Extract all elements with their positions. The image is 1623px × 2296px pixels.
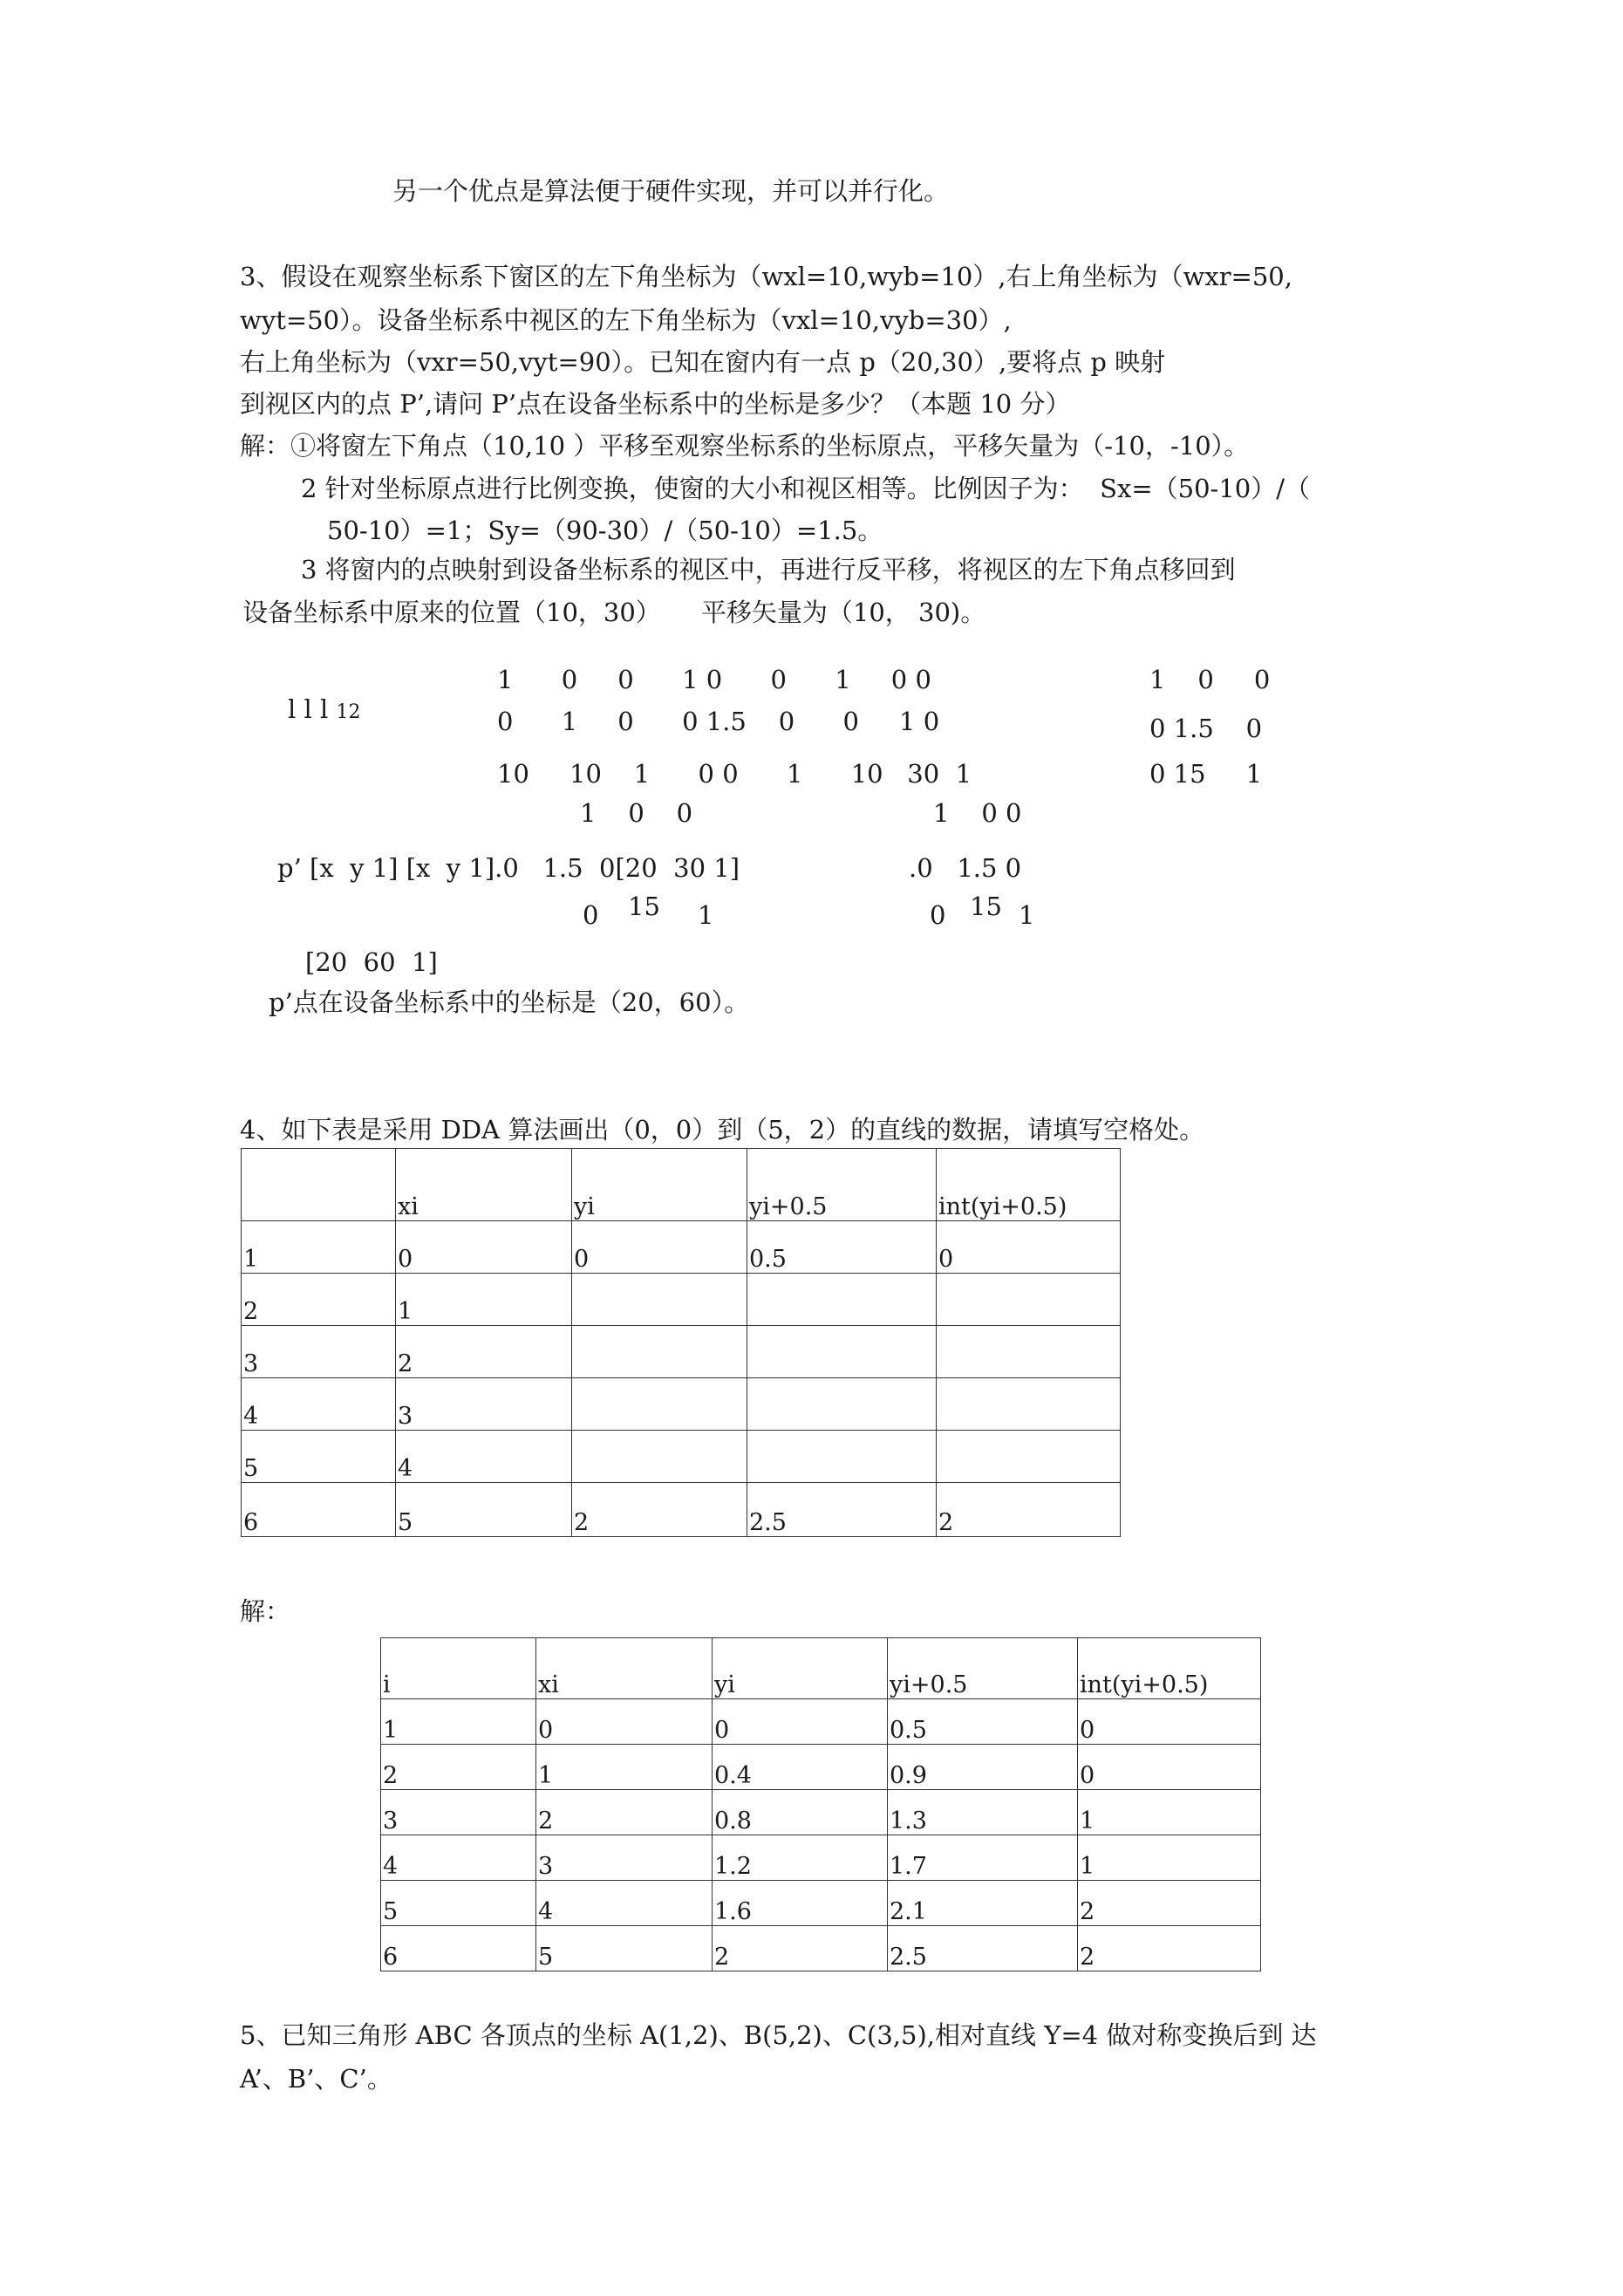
q3-solution-step-2a: 2 针对坐标原点进行比例变换，使窗的大小和视区相等。比例因子为： Sx=（50-10）/（ [301,474,1310,503]
dda-question-table-row [242,1483,1121,1537]
matrix-row-6e: 15 [970,892,1002,921]
dda-solution-table-cell: 3 [381,1790,536,1835]
matrix-right-row-3: 0 15 1 [1149,759,1263,789]
result-vector: [20 60 1] [305,947,438,977]
dda-solution-table-cell: 2.5 [888,1926,1078,1971]
dda-solution-table-cell: 1 [536,1745,713,1790]
dda-question-table-cell [572,1431,747,1483]
dda-solution-table-cell: 6 [381,1926,536,1971]
matrix-right-row-2: 0 1.5 0 [1149,714,1263,743]
q4-prompt: 4、如下表是采用 DDA 算法画出（0，0）到（5，2）的直线的数据，请填写空格处。 [240,1115,1205,1145]
dda-question-table-cell: 0.5 [747,1221,937,1274]
p-equation: p’ [x y 1] [x y 1].0 1.5 0[20 30 1] [277,853,740,883]
dda-solution-table-row [381,1790,1261,1835]
q3-conclusion: p’点在设备坐标系中的坐标是（20，60）。 [269,987,750,1017]
dda-solution-table-cell: 5 [536,1926,713,1971]
dda-solution-table-cell: 0.9 [888,1745,1078,1790]
dda-solution-table-cell: 0.8 [713,1790,888,1835]
q4-solution-label: 解： [240,1596,291,1626]
matrix-label [288,694,360,725]
dda-solution-table-header-cell: int(yi+0.5) [1078,1638,1261,1699]
dda-solution-table-cell: 0 [1078,1745,1261,1790]
dda-question-table-cell: 2 [572,1483,747,1537]
matrix-row-3: 10 10 1 0 0 1 10 30 1 [497,759,972,789]
dda-question-table [241,1148,1121,1537]
matrix-row-4: 1 0 0 [580,798,693,828]
q3-solution-step-2b: 50-10）=1；Sy=（90-30）/（50-10）=1.5。 [327,516,883,545]
dda-question-table-cell: 0 [396,1221,572,1274]
dda-question-table-cell: 2.5 [747,1483,937,1537]
q3-solution-step-3a: 3 将窗内的点映射到设备坐标系的视区中，再进行反平移，将视区的左下角点移回到 [301,555,1236,584]
dda-question-table-cell: 4 [242,1378,396,1431]
dda-question-table-cell [572,1274,747,1326]
dda-question-table-cell: 6 [242,1483,396,1537]
dda-question-table-header-cell [242,1149,396,1221]
q5-line-2: A’、B’、C’。 [240,2064,392,2094]
dda-question-table-row [242,1274,1121,1326]
dda-solution-table-cell: 2 [381,1745,536,1790]
dda-solution-table-cell: 1 [1078,1835,1261,1881]
dda-solution-table [380,1637,1261,1971]
dda-solution-table-row [381,1835,1261,1881]
dda-question-table-cell: 0 [572,1221,747,1274]
q5-line-1: 5、已知三角形 ABC 各顶点的坐标 A(1,2)、B(5,2)、C(3,5),相对直线 Y=4 做对称变换后到 达 [240,2020,1317,2050]
dda-solution-table-cell: 1.3 [888,1790,1078,1835]
dda-question-table-row [242,1378,1121,1431]
dda-question-table-cell [747,1274,937,1326]
dda-solution-table-cell: 0.4 [713,1745,888,1790]
matrix-row-1: 1 0 0 1 0 0 1 0 0 [497,665,931,694]
dda-solution-table-row [381,1881,1261,1926]
p-equation-tail: .0 1.5 0 [909,853,1022,883]
dda-question-table-cell: 1 [396,1274,572,1326]
dda-question-table-cell [747,1431,937,1483]
dda-question-table-cell [747,1378,937,1431]
matrix-row-6d: 0 [930,900,946,930]
dda-solution-table-header-cell: xi [536,1638,713,1699]
dda-question-table-row [242,1431,1121,1483]
dda-solution-table-cell: 4 [381,1835,536,1881]
dda-question-table-header-cell: int(yi+0.5) [937,1149,1121,1221]
q3-solution-step-3b: 设备坐标系中原来的位置（10，30） 平移矢量为（10， 30)。 [242,598,986,627]
matrix-label-text: l l l [288,694,329,724]
dda-question-table-cell [937,1326,1121,1378]
dda-question-table-cell [572,1378,747,1431]
dda-question-table-cell: 3 [242,1326,396,1378]
dda-solution-table-cell: 1 [381,1699,536,1745]
dda-solution-table-header-row [381,1638,1261,1699]
paragraph-hardware: 另一个优点是算法便于硬件实现，并可以并行化。 [392,176,950,206]
dda-solution-table-header-cell: yi+0.5 [888,1638,1078,1699]
dda-solution-table-header-cell: yi [713,1638,888,1699]
matrix-row-6a: 0 [583,900,599,930]
dda-solution-table-cell: 2 [536,1790,713,1835]
dda-question-table-header-cell: yi+0.5 [747,1149,937,1221]
matrix-right-row-1: 1 0 0 [1149,665,1271,694]
dda-question-table-cell [937,1274,1121,1326]
dda-solution-table-row [381,1699,1261,1745]
dda-solution-table-cell: 1.6 [713,1881,888,1926]
dda-solution-table-cell: 1 [1078,1790,1261,1835]
q3-line-1: 3、假设在观察坐标系下窗区的左下角坐标为（wxl=10,wyb=10）,右上角坐标为（wxr=50, [240,262,1292,291]
q3-line-3: 右上角坐标为（vxr=50,vyt=90）。已知在窗内有一点 p（20,30）,要将点 p 映射 [240,347,1166,377]
dda-question-table-cell: 5 [396,1483,572,1537]
dda-solution-table-row [381,1745,1261,1790]
dda-solution-table-cell: 2 [1078,1881,1261,1926]
dda-question-table-row [242,1326,1121,1378]
dda-question-table-header-cell: yi [572,1149,747,1221]
dda-question-table-cell: 1 [242,1221,396,1274]
dda-question-table-cell: 2 [396,1326,572,1378]
dda-question-table-row [242,1221,1121,1274]
dda-question-table-cell [747,1326,937,1378]
dda-solution-table-cell: 0.5 [888,1699,1078,1745]
q3-solution-step-1: 解：①将窗左下角点（10,10 ）平移至观察坐标系的坐标原点，平移矢量为（-10，-10）。 [240,431,1250,461]
dda-question-table-cell: 2 [937,1483,1121,1537]
dda-solution-table-cell: 2.1 [888,1881,1078,1926]
matrix-row-4b: 1 0 0 [933,798,1022,828]
matrix-row-2: 0 1 0 0 1.5 0 0 1 0 [497,707,940,736]
dda-solution-table-cell: 2 [713,1926,888,1971]
dda-question-table-cell [572,1326,747,1378]
dda-solution-table-cell: 0 [1078,1699,1261,1745]
q3-line-4: 到视区内的点 P’,请问 P’点在设备坐标系中的坐标是多少？（本题 10 分） [240,389,1071,419]
q3-line-2: wyt=50）。设备坐标系中视区的左下角坐标为（vxl=10,vyb=30）, [240,305,1012,335]
dda-solution-table-cell: 3 [536,1835,713,1881]
matrix-label-sub: 12 [336,701,361,723]
dda-solution-table-cell: 1.2 [713,1835,888,1881]
dda-solution-table-header-cell: i [381,1638,536,1699]
dda-solution-table-cell: 0 [713,1699,888,1745]
dda-question-table-header-row [242,1149,1121,1221]
dda-solution-table-cell: 4 [536,1881,713,1926]
dda-solution-table-cell: 2 [1078,1926,1261,1971]
dda-question-table-header-cell: xi [396,1149,572,1221]
matrix-row-6f: 1 [1019,900,1035,930]
dda-question-table-cell: 4 [396,1431,572,1483]
dda-question-table-cell [937,1378,1121,1431]
matrix-row-6c: 1 [698,900,714,930]
dda-solution-table-row [381,1926,1261,1971]
dda-solution-table-cell: 5 [381,1881,536,1926]
dda-question-table-cell: 0 [937,1221,1121,1274]
dda-question-table-cell: 5 [242,1431,396,1483]
dda-question-table-cell: 3 [396,1378,572,1431]
dda-solution-table-cell: 0 [536,1699,713,1745]
dda-solution-table-cell: 1.7 [888,1835,1078,1881]
matrix-row-6b: 15 [628,892,660,921]
dda-question-table-cell [937,1431,1121,1483]
dda-question-table-cell: 2 [242,1274,396,1326]
